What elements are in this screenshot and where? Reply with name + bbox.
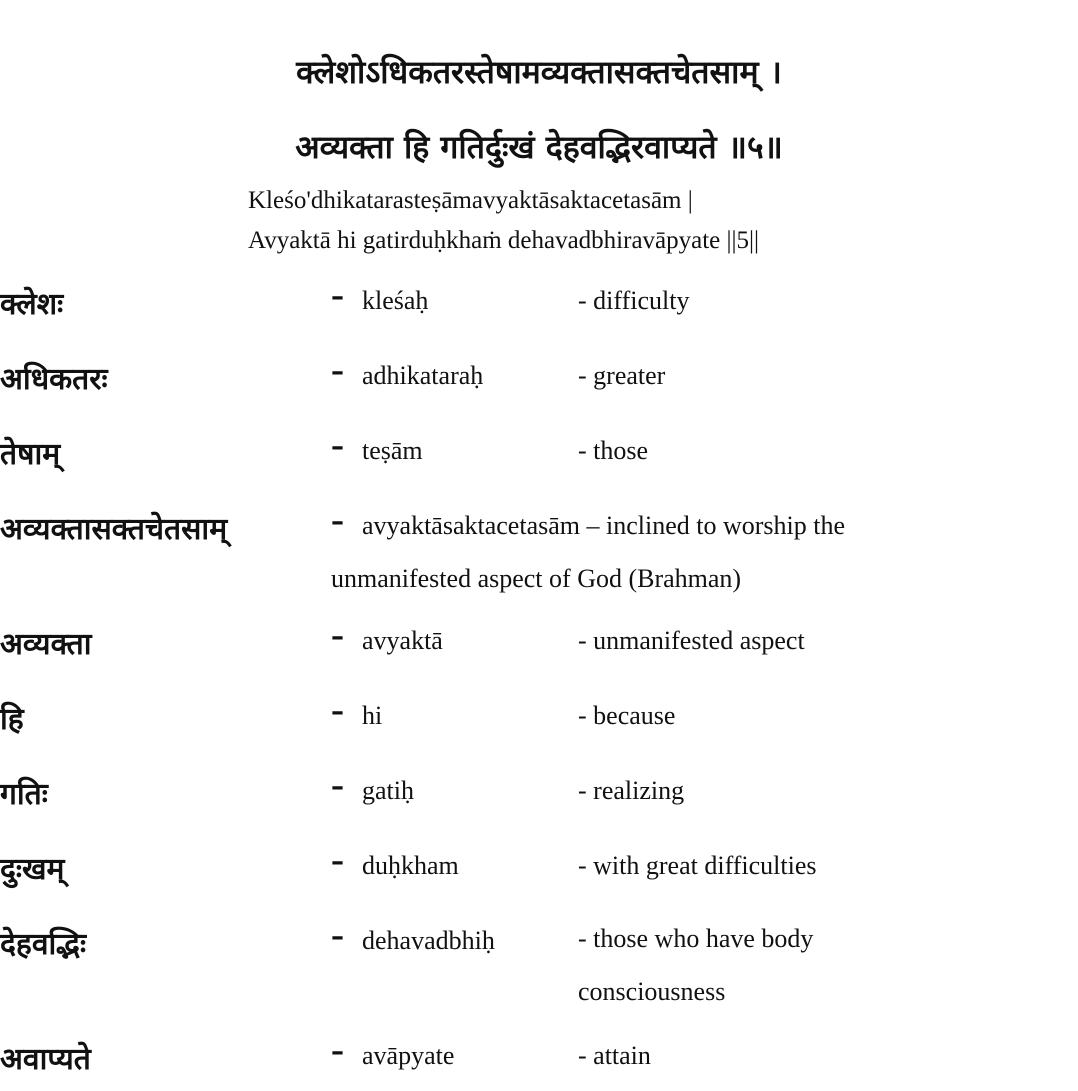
glossary-dash: –: [331, 847, 344, 877]
glossary-dash: –: [331, 357, 344, 387]
glossary-dash: –: [331, 772, 344, 802]
verse-transliteration-line-2: Avyaktā hi gatirduḥkhaṁ dehavadbhiravāpyate ||5||: [248, 227, 760, 254]
glossary-meaning: - realizing: [578, 776, 685, 805]
glossary-dash: –: [331, 507, 344, 537]
glossary-row: [0, 622, 1078, 682]
glossary-dash: –: [331, 697, 344, 727]
glossary-meaning: - because: [578, 701, 676, 730]
glossary-sanskrit-word: देहवद्भिः: [0, 927, 87, 962]
glossary-row: [0, 1037, 1078, 1091]
glossary-dash: –: [331, 622, 344, 652]
glossary-meaning: unmanifested aspect of God (Brahman): [331, 564, 742, 593]
glossary-sanskrit-word: अवाप्यते: [0, 1042, 91, 1077]
glossary-row: [0, 772, 1078, 832]
glossary-meaning: - attain: [578, 1041, 651, 1070]
glossary-sanskrit-word: क्लेशः: [0, 287, 64, 322]
glossary-dash: –: [331, 432, 344, 462]
glossary-meaning: - those: [578, 436, 649, 465]
glossary-row: [0, 432, 1078, 492]
glossary-row: [0, 697, 1078, 757]
glossary-row: [0, 847, 1078, 907]
verse-devanagari-line-1: क्लेशोऽधिकतरस्तेषामव्यक्तासक्तचेतसाम् ।: [296, 53, 782, 91]
glossary-transliteration: avāpyate: [362, 1041, 455, 1070]
verse-devanagari-line-2: अव्यक्ता हि गतिर्दुःखं देहवद्भिरवाप्यते ॥५॥: [295, 128, 783, 166]
glossary-sanskrit-word: हि: [0, 702, 24, 737]
glossary-dash: –: [331, 282, 344, 312]
glossary-transliteration: kleśaḥ: [362, 286, 429, 315]
glossary-transliteration: gatiḥ: [362, 776, 414, 805]
glossary-transliteration: dehavadbhiḥ: [362, 926, 495, 955]
glossary-transliteration: avyaktāsaktacetasām – inclined to worship the: [362, 511, 846, 540]
glossary-row: [0, 507, 1078, 617]
glossary-sanskrit-word: अव्यक्ता: [0, 627, 92, 662]
glossary-transliteration: avyaktā: [362, 626, 443, 655]
glossary-transliteration: duḥkham: [362, 851, 459, 880]
glossary-sanskrit-word: गतिः: [0, 777, 48, 812]
glossary-row: [0, 922, 1078, 1032]
glossary-dash: –: [331, 922, 344, 952]
glossary-meaning: - with great difficulties: [578, 851, 817, 880]
glossary-sanskrit-word: अव्यक्तासक्तचेतसाम्: [0, 512, 228, 547]
glossary-meaning: - unmanifested aspect: [578, 626, 805, 655]
verse-transliteration-line-1: Kleśo'dhikatarasteṣāmavyaktāsaktacetasām |: [248, 187, 693, 214]
glossary-meaning: - difficulty: [578, 286, 690, 315]
glossary-dash: –: [331, 1037, 344, 1067]
glossary-transliteration: hi: [362, 701, 383, 730]
glossary-transliteration: adhikataraḥ: [362, 361, 484, 390]
glossary-meaning: - those who have body consciousness: [578, 924, 814, 1006]
glossary-row: [0, 357, 1078, 417]
glossary-meaning: - greater: [578, 361, 666, 390]
glossary-sanskrit-word: तेषाम्: [0, 437, 61, 472]
glossary-sanskrit-word: दुःखम्: [0, 852, 65, 887]
glossary-sanskrit-word: अधिकतरः: [0, 362, 108, 397]
glossary-row: [0, 282, 1078, 342]
glossary-transliteration: teṣām: [362, 436, 423, 465]
